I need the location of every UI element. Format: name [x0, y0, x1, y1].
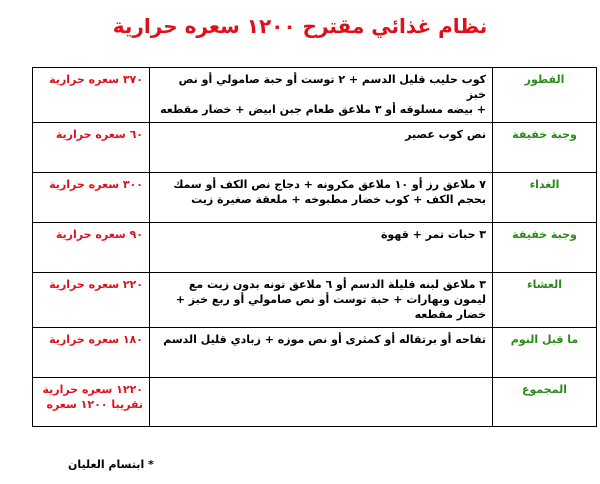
food-line: تفاحه أو برتقاله أو كمثرى أو نص موزه + زبادي قليل الدسم	[163, 333, 486, 346]
calories-line: ١٨٠ سعره حرارية	[49, 333, 143, 346]
calories-line: ١٢٢٠ سعره حرارية	[42, 383, 143, 396]
calories	[33, 273, 150, 328]
food-description	[150, 328, 493, 378]
meal-name: العشاء	[493, 273, 597, 328]
calories	[33, 328, 150, 378]
meal-name: وجبة خفيفة	[493, 223, 597, 273]
meal-name: المجموع	[493, 378, 597, 427]
calories	[33, 123, 150, 173]
calories-line: ٣٠٠ سعره حرارية	[49, 178, 143, 191]
table-row	[33, 173, 597, 223]
food-line: ٣ ملاعق لبنه قليلة الدسم أو ٦ ملاعق تونه بدون زيت مع	[188, 278, 486, 291]
author-credit: * ابتسام العليان	[68, 458, 154, 471]
food-line: نص كوب عصير	[405, 128, 486, 141]
meal-name: وجبة خفيفة	[493, 123, 597, 173]
food-line: + بيضه مسلوقه أو ٣ ملاعق طعام جبن ابيض + خضار مقطعه	[160, 103, 486, 116]
table-row	[33, 68, 597, 123]
food-description	[150, 378, 493, 427]
food-line: خضار مقطعه	[414, 308, 486, 321]
food-description	[150, 123, 493, 173]
table-row	[33, 328, 597, 378]
food-line: ٣ حبات تمر + قهوة	[380, 228, 486, 241]
table-row	[33, 223, 597, 273]
table-row-total	[33, 378, 597, 427]
food-line: كوب حليب قليل الدسم + ٢ توست أو حبة صامولي أو نص خبز	[178, 73, 486, 101]
table-row	[33, 123, 597, 173]
food-line: ليمون وبهارات + حبة توست أو نص صامولي أو ربع خبز +	[175, 293, 486, 306]
calories-line: ٦٠ سعره حرارية	[55, 128, 143, 141]
calories	[33, 223, 150, 273]
food-description	[150, 173, 493, 223]
meal-name: ما قبل النوم	[493, 328, 597, 378]
food-description	[150, 273, 493, 328]
calories-line: ٢٢٠ سعره حرارية	[49, 278, 143, 291]
food-description	[150, 223, 493, 273]
page-title: نظام غذائي مقترح ١٢٠٠ سعره حرارية	[112, 14, 488, 38]
food-line: بحجم الكف + كوب خضار مطبوخه + ملعقة صغيرة زيت	[191, 193, 486, 206]
calories	[33, 68, 150, 123]
calories	[33, 173, 150, 223]
food-line: ٧ ملاعق رز أو ١٠ ملاعق مكرونه + دجاج نص الكف أو سمك	[173, 178, 486, 191]
food-description	[150, 68, 493, 123]
calories-line: ٣٧٠ سعره حرارية	[49, 73, 143, 86]
calories-line: تقريبا ١٢٠٠ سعره	[46, 398, 143, 411]
calories	[33, 378, 150, 427]
meal-name: الفطور	[493, 68, 597, 123]
meal-plan-table	[32, 67, 597, 427]
table-row	[33, 273, 597, 328]
calories-line: ٩٠ سعره حرارية	[55, 228, 143, 241]
meal-name: الغداء	[493, 173, 597, 223]
